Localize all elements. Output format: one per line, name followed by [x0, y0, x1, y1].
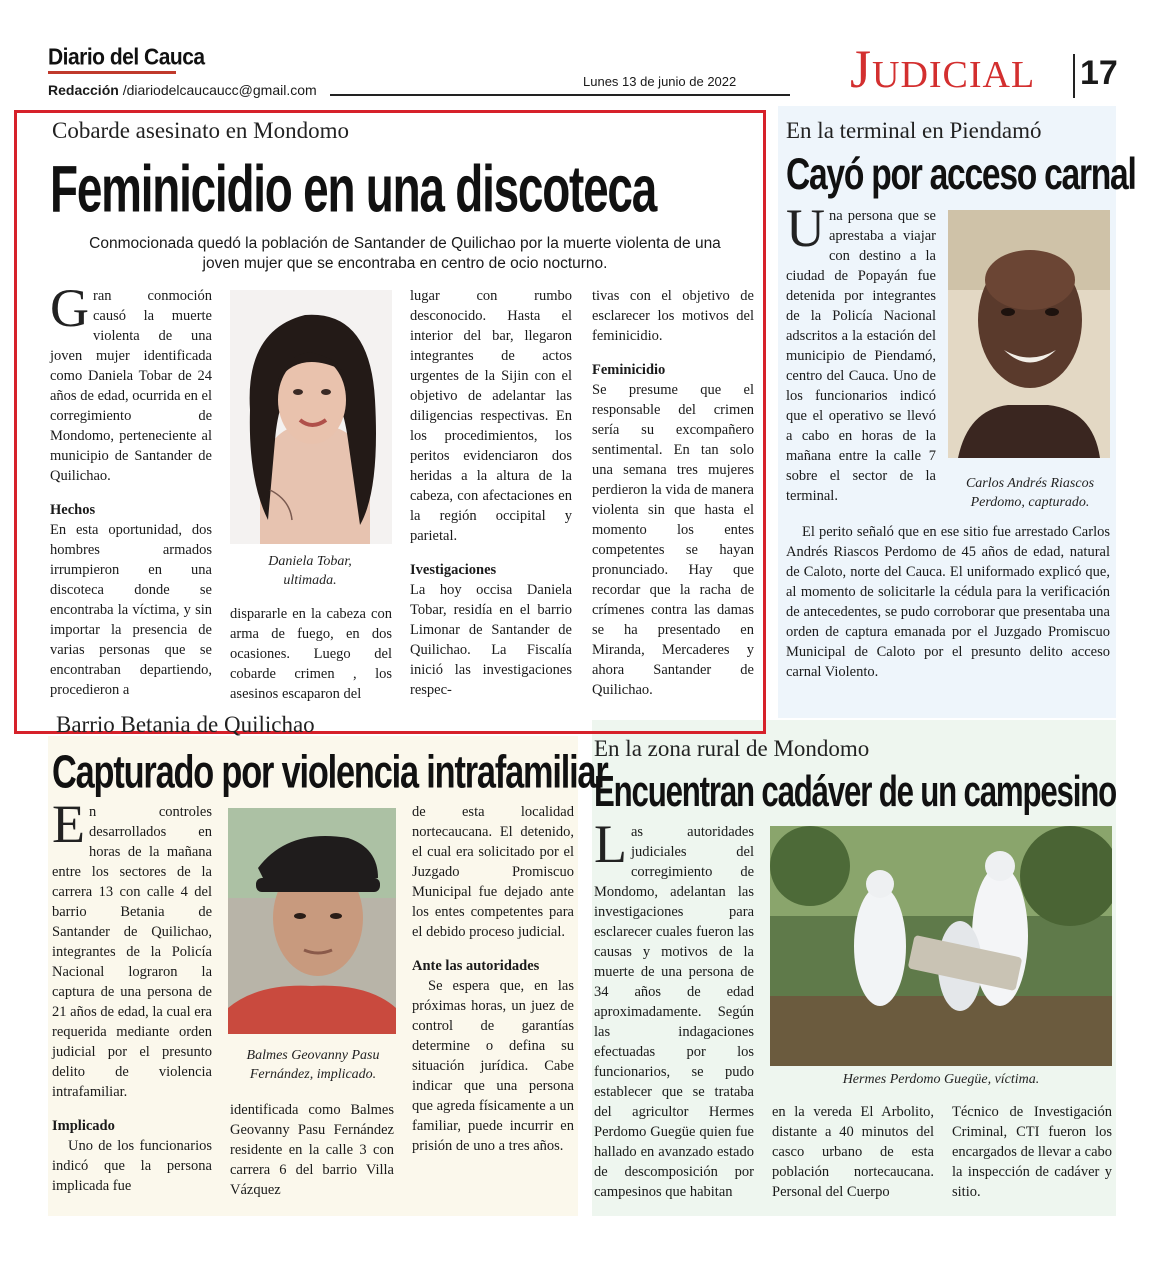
- bottom-left-col3-p1: de esta localidad nortecaucana. El detenido, el cual era solicitado por el Juzgado Promiscuo Municipal fue dejado ante los entes competentes para el debido proceso judicial.: [412, 804, 574, 940]
- bottom-right-column-1: [594, 814, 754, 1202]
- bottom-left-column-3: [412, 802, 574, 1156]
- bottom-left-col3-p2: Se espera que, en las próximas horas, un juez de control de garantías determine o defina su situación jurídica. Cabe indicar que una persona que agreda físicamente a un familiar, puede incurrir en prisión de uno a tres años.: [412, 978, 574, 1154]
- header-rule: [330, 94, 790, 96]
- main-subhead-hechos: Hechos: [50, 502, 96, 518]
- bottom-left-headline: Capturado por violencia intrafamiliar: [52, 746, 608, 798]
- bottom-left-drop-cap: E: [52, 794, 85, 854]
- bottom-right-col3-p1: Técnico de Investigación Criminal, CTI fueron los encargados de llevar a cabo la inspección de cadáver y sitio.: [952, 1104, 1112, 1200]
- main-subhead-investigaciones: Ivestigaciones: [410, 562, 497, 578]
- right-column-full: [786, 522, 1110, 682]
- bottom-right-drop-cap: L: [594, 814, 627, 874]
- bottom-right-col1-p1: as autoridades judiciales del corregimiento de Mondomo, adelantan las investigaciones para esclarecer cuales fueron las causas y motivos de la muerte de una persona de 34 años de edad aproximadamente. Según las indagaciones efectuadas por los funcionarios, se pudo establecer que se trataba del agricultor Hermes Perdomo Guegüe quien fue hallado en avanzado estado de descomposición por campesinos que habitan: [594, 824, 754, 1200]
- main-headline: Feminicidio en una discoteca: [50, 151, 657, 226]
- main-lead: Conmocionada quedó la población de Santander de Quilichao por la muerte violenta de una joven mujer que se encontraba en centro de ocio nocturno.: [89, 235, 721, 272]
- main-drop-cap: G: [50, 278, 89, 338]
- page-number: 17: [1080, 54, 1118, 92]
- main-col2-p1: dispararle en la cabeza con arma de fuego, en dos ocasiones. Luego del cobarde crimen , los asesinos escaparon del: [230, 606, 392, 702]
- photo-hermes-perdomo: [770, 826, 1112, 1066]
- main-col3-p1: lugar con rumbo desconocido. Hasta el interior del bar, llegaron integrantes de actos urgentes de la Sijin con el objetivo de adelantar las diligencias respectivas. En los procedimientos, los peritos evidenciaron dos heridas a la altura de la cabeza, con afectaciones en la región occipital y parietal.: [410, 288, 572, 544]
- section-title: Judicial: [850, 39, 1036, 99]
- photo-balmes-pasu: [228, 808, 396, 1034]
- masthead: Diario del Cauca: [48, 44, 205, 71]
- right-kicker: En la terminal en Piendamó: [786, 118, 1042, 143]
- crime-scene-image: [770, 826, 1112, 1066]
- right-col1-p1: na persona que se aprestaba a viajar con destino a la ciudad de Popayán fue detenida por integrantes de la Policía Nacional adscritos a la estación del municipio de Piendamó, centro del Cauca. Uno de los funcionarios indicó que el operativo se llevó a cabo en horas de la mañana entre la calle 7 sobre el sector de la terminal.: [786, 208, 936, 504]
- bottom-left-kicker: Barrio Betania de Quilichao: [56, 712, 315, 737]
- bottom-right-column-2: [772, 1102, 934, 1202]
- caption-balmes-pasu: Balmes Geovanny Pasu Fernández, implicado.: [246, 1048, 380, 1082]
- caption-daniela-tobar: Daniela Tobar, ultimada.: [268, 554, 352, 588]
- bottom-left-subhead-implicado: Implicado: [52, 1118, 115, 1134]
- redaccion-label: Redacción: [48, 82, 119, 98]
- main-col4-p1: tivas con el objetivo de esclarecer los motivos del feminicidio.: [592, 288, 754, 344]
- bottom-right-column-3: [952, 1102, 1112, 1202]
- masthead-rule: [48, 71, 176, 74]
- issue-date: Lunes 13 de junio de 2022: [583, 74, 737, 89]
- right-drop-cap: U: [786, 198, 825, 258]
- main-subhead-feminicidio: Feminicidio: [592, 362, 666, 378]
- photo-carlos-riascos: [948, 210, 1110, 458]
- bottom-left-subhead-autoridades: Ante las autoridades: [412, 958, 540, 974]
- redaccion-line: [48, 82, 317, 98]
- bottom-left-col1-p1: n controles desarrollados en horas de la mañana entre los sectores de la carrera 13 con calle 4 del barrio Betania de Santander de Quilichao, integrantes de la Policía Nacional lograron la captura de una persona de 21 años de edad, la cual era requerida mediante orden judicial por el presunto delito de violencia intrafamiliar.: [52, 804, 212, 1100]
- portrait-man-image: [948, 210, 1110, 458]
- redaccion-email[interactable]: /diariodelcaucaucc@gmail.com: [122, 82, 317, 98]
- main-kicker: Cobarde asesinato en Mondomo: [52, 118, 350, 143]
- section-divider: [1073, 54, 1075, 98]
- main-col1-p1: ran conmoción causó la muerte violenta de una joven mujer identificada como Daniela Tobar de 24 años de edad, ocurrida en el corregimiento de Mondomo, perteneciente al municipio de Santander de Quilichao.: [50, 288, 212, 484]
- right-column-1: [786, 198, 936, 506]
- main-col1-p2: En esta oportunidad, dos hombres armados irrumpieron en una discoteca donde se encontraba la víctima, y sin importar la presencia de varias personas que se encontraban departiendo, procedieron a: [50, 522, 212, 698]
- bottom-right-col2-p1: en la vereda El Arbolito, distante a 40 minutos del casco urbano de esta población nortecaucana. Personal del Cuerpo: [772, 1104, 934, 1200]
- main-col3-p2: La hoy occisa Daniela Tobar, residía en el barrio Limonar de Santander de Quilichao. La Fiscalía inició las investigaciones respec-: [410, 582, 572, 698]
- bottom-right-headline: Encuentran cadáver de un campesino: [594, 768, 1117, 816]
- caption-hermes-perdomo: Hermes Perdomo Guegüe, víctima.: [842, 1072, 1040, 1087]
- portrait-young-man-image: [228, 808, 396, 1034]
- right-col2-p1: El perito señaló que en ese sitio fue arrestado Carlos Andrés Riascos Perdomo de 45 años de edad, natural de Caloto, norte del Cauca. El uniformado explicó que, al momento de solicitarle la cédula para la verificación de antecedentes, se pudo corroborar que presentaba una orden de captura emanada por el Juzgado Promiscuo Municipal de Caloto por el presunto delito acceso carnal Violento.: [786, 524, 1110, 680]
- bottom-right-kicker: En la zona rural de Mondomo: [594, 736, 870, 761]
- bottom-left-column-2: [230, 1100, 394, 1200]
- bottom-left-col1-p2: Uno de los funcionarios indicó que la persona implicada fue: [52, 1138, 212, 1194]
- bottom-left-col2-p1: identificada como Balmes Geovanny Pasu Fernández residente en la calle 3 con carrera 6 del barrio Villa Vázquez: [230, 1102, 394, 1198]
- bottom-left-column-1: [52, 794, 212, 1196]
- caption-carlos-riascos: Carlos Andrés Riascos Perdomo, capturado.: [965, 476, 1095, 510]
- highlight-frame: [14, 110, 766, 734]
- right-headline: Cayó por acceso carnal: [786, 150, 1136, 200]
- main-col4-p2: Se presume que el responsable del crimen sería su excompañero sentimental. En tan solo una semana tres mujeres perdieron la vida de manera violenta sin que hasta el momento los entes competentes se hayan pronunciado. Hay que recordar que la racha de crímenes contra las damas se ha presentado en Miranda, Mercaderes y ahora Santander de Quilichao.: [592, 382, 754, 698]
